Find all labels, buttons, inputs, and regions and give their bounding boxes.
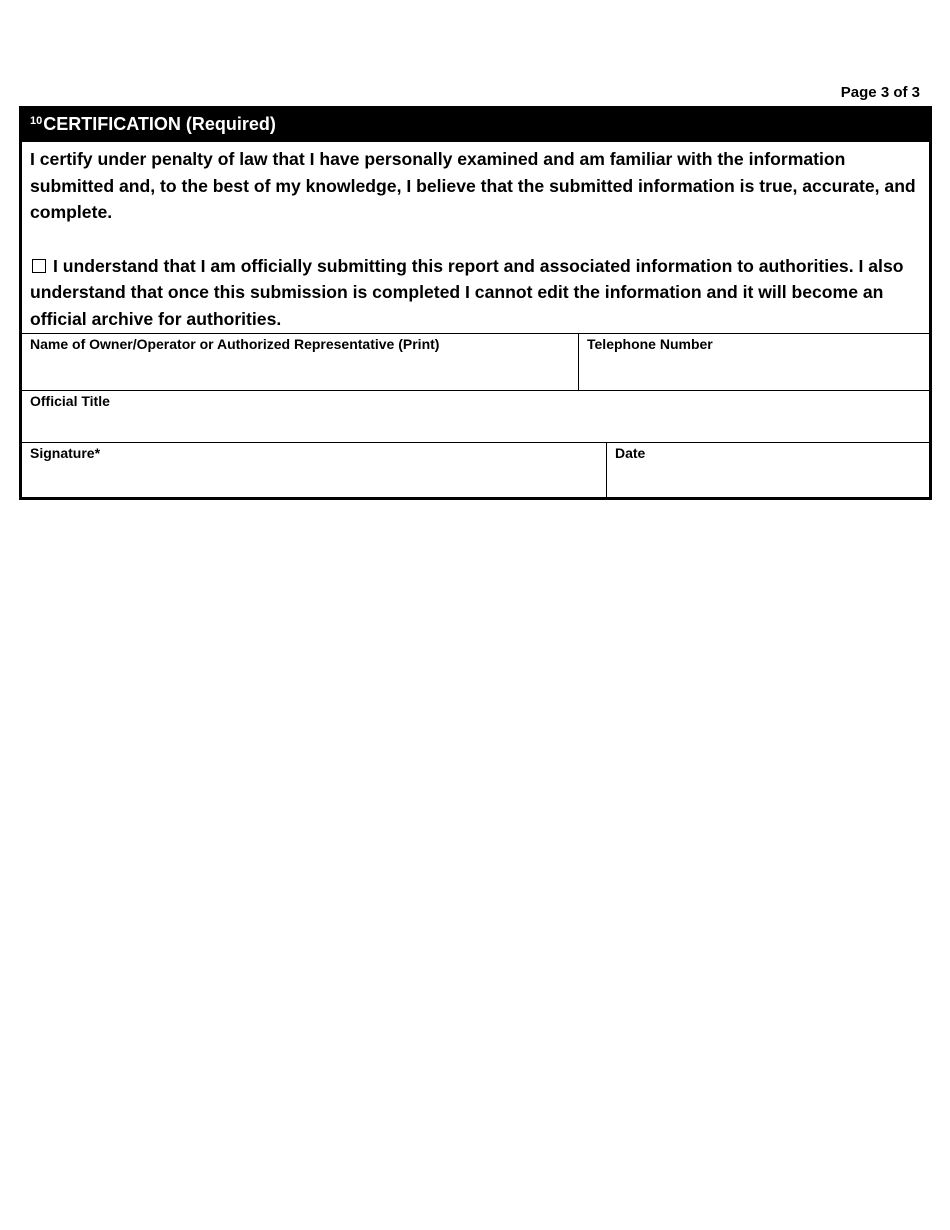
page-number: Page 3 of 3 [840, 84, 920, 101]
official-title-field[interactable] [22, 391, 929, 442]
name-field-label: Name of Owner/Operator or Authorized Representative (Print) [30, 336, 440, 352]
name-phone-row [22, 333, 929, 390]
date-field[interactable] [607, 443, 929, 497]
section-title: CERTIFICATION (Required) [43, 113, 276, 134]
signature-field[interactable] [22, 443, 607, 497]
telephone-field[interactable] [579, 334, 929, 390]
title-row [22, 390, 929, 442]
official-title-label: Official Title [30, 393, 110, 409]
date-label: Date [615, 445, 646, 461]
signature-label: Signature* [30, 445, 101, 461]
name-field[interactable] [22, 334, 579, 390]
section-header [22, 106, 929, 142]
signature-date-row [22, 442, 929, 497]
certification-statement: I certify under penalty of law that I have personally examined and am familiar with the information submitted and, to the best of my knowledge, I believe that the submitted information is true, accurate, and complete. [30, 149, 916, 222]
telephone-field-label: Telephone Number [587, 336, 713, 352]
acknowledgement-text: I understand that I am officially submitting this report and associated information to authorities. I also understand that once this submission is completed I cannot edit the information and it will become an official archive for authorities. [30, 255, 904, 329]
acknowledgement-checkbox[interactable] [32, 259, 46, 273]
acknowledgement [22, 226, 929, 333]
certification-section [19, 106, 932, 500]
section-number: 10 [30, 115, 43, 127]
